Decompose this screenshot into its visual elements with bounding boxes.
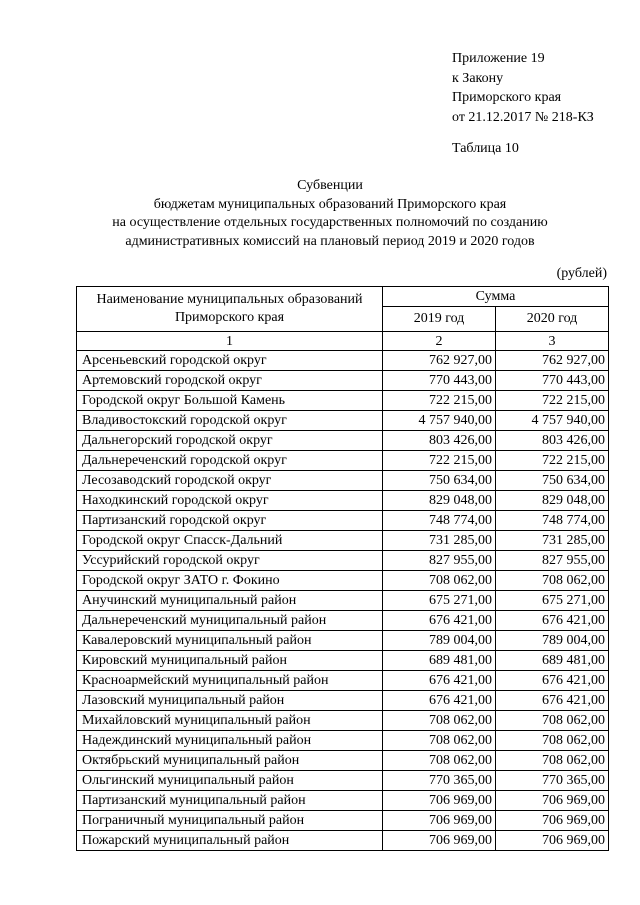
amount-2020: 770 443,00 (496, 371, 609, 391)
amount-2019: 827 955,00 (383, 551, 496, 571)
amount-2020: 4 757 940,00 (496, 411, 609, 431)
amount-2020: 762 927,00 (496, 351, 609, 371)
amount-2020: 708 062,00 (496, 751, 609, 771)
amount-2019: 770 365,00 (383, 771, 496, 791)
municipality-name: Владивостокский городской округ (77, 411, 383, 431)
amount-2020: 750 634,00 (496, 471, 609, 491)
municipality-name: Кировский муниципальный район (77, 651, 383, 671)
appendix-line: Приморского края (452, 90, 562, 105)
column-index: 1 (77, 332, 383, 351)
title-line: на осуществление отдельных государственных полномочий по созданию (112, 215, 548, 230)
column-header-sum: Сумма (383, 287, 609, 307)
table-row (77, 451, 609, 471)
amount-2020: 722 215,00 (496, 451, 609, 471)
amount-2020: 722 215,00 (496, 391, 609, 411)
amount-2019: 829 048,00 (383, 491, 496, 511)
municipality-name: Дальнегорский городской округ (77, 431, 383, 451)
municipality-name: Дальнереченский муниципальный район (77, 611, 383, 631)
amount-2020: 706 969,00 (496, 811, 609, 831)
appendix-line: от 21.12.2017 № 218-КЗ (452, 109, 594, 125)
municipality-name: Пограничный муниципальный район (77, 811, 383, 831)
table-row (77, 571, 609, 591)
amount-2020: 689 481,00 (496, 651, 609, 671)
amount-2019: 689 481,00 (383, 651, 496, 671)
municipality-name: Артемовский городской округ (77, 371, 383, 391)
title-line: бюджетам муниципальных образований Приморского края (153, 196, 507, 212)
amount-2019: 750 634,00 (383, 471, 496, 491)
amount-2020: 708 062,00 (496, 711, 609, 731)
municipality-name: Михайловский муниципальный район (77, 711, 383, 731)
table-row (77, 591, 609, 611)
table-row (77, 351, 609, 371)
amount-2019: 708 062,00 (383, 571, 496, 591)
column-header-2020: 2020 год (496, 307, 609, 332)
table-row (77, 371, 609, 391)
table-row (77, 491, 609, 511)
amount-2019: 708 062,00 (383, 731, 496, 751)
municipality-name: Надеждинский муниципальный район (77, 731, 383, 751)
amount-2019: 708 062,00 (383, 711, 496, 731)
units-label: (рублей) (556, 266, 607, 281)
table-row (77, 771, 609, 791)
municipality-name: Красноармейский муниципальный район (77, 671, 383, 691)
municipality-name: Городской округ Спасск-Дальний (77, 531, 383, 551)
municipality-name: Уссурийский городской округ (77, 551, 383, 571)
amount-2019: 803 426,00 (383, 431, 496, 451)
amount-2020: 748 774,00 (496, 511, 609, 531)
table-row (77, 791, 609, 811)
table-number: Таблица 10 (452, 141, 519, 156)
amount-2019: 676 421,00 (383, 671, 496, 691)
table-row (77, 671, 609, 691)
municipality-name: Лазовский муниципальный район (77, 691, 383, 711)
amount-2020: 706 969,00 (496, 791, 609, 811)
table-row (77, 391, 609, 411)
appendix-line: к Закону (452, 70, 504, 86)
appendix-block (452, 49, 594, 127)
table-row (77, 811, 609, 831)
amount-2019: 706 969,00 (383, 791, 496, 811)
municipality-name: Партизанский муниципальный район (77, 791, 383, 811)
table-row (77, 611, 609, 631)
table-row (77, 631, 609, 651)
amount-2020: 706 969,00 (496, 831, 609, 851)
column-index: 3 (496, 332, 609, 351)
amount-2019: 722 215,00 (383, 451, 496, 471)
amount-2019: 708 062,00 (383, 751, 496, 771)
amount-2019: 706 969,00 (383, 811, 496, 831)
municipality-name: Городской округ Большой Камень (77, 391, 383, 411)
amount-2020: 676 421,00 (496, 611, 609, 631)
table-row (77, 831, 609, 851)
amount-2019: 706 969,00 (383, 831, 496, 851)
amount-2020: 829 048,00 (496, 491, 609, 511)
table-row (77, 651, 609, 671)
table-row (77, 731, 609, 751)
amount-2019: 676 421,00 (383, 691, 496, 711)
municipality-name: Городской округ ЗАТО г. Фокино (77, 571, 383, 591)
table-row (77, 511, 609, 531)
amount-2019: 789 004,00 (383, 631, 496, 651)
municipality-name: Лесозаводский городской округ (77, 471, 383, 491)
municipality-name: Дальнереченский городской округ (77, 451, 383, 471)
amount-2019: 770 443,00 (383, 371, 496, 391)
table-row (77, 551, 609, 571)
municipality-name: Анучинский муниципальный район (77, 591, 383, 611)
amount-2019: 731 285,00 (383, 531, 496, 551)
table-row (77, 411, 609, 431)
title-line: Субвенции (297, 178, 363, 193)
municipality-name: Находкинский городской округ (77, 491, 383, 511)
municipality-name: Ольгинский муниципальный район (77, 771, 383, 791)
column-header-name (77, 287, 383, 332)
table-row (77, 431, 609, 451)
amount-2020: 675 271,00 (496, 591, 609, 611)
municipality-name: Кавалеровский муниципальный район (77, 631, 383, 651)
amount-2019: 4 757 940,00 (383, 411, 496, 431)
title-line: административных комиссий на плановый период 2019 и 2020 годов (125, 233, 535, 249)
amount-2020: 770 365,00 (496, 771, 609, 791)
municipality-name: Арсеньевский городской округ (77, 351, 383, 371)
amount-2020: 827 955,00 (496, 551, 609, 571)
table-row (77, 691, 609, 711)
appendix-line: Приложение 19 (452, 51, 545, 66)
document-title (0, 177, 640, 251)
amount-2019: 762 927,00 (383, 351, 496, 371)
amount-2019: 722 215,00 (383, 391, 496, 411)
table-row (77, 471, 609, 491)
table-row (77, 751, 609, 771)
table-row (77, 531, 609, 551)
subventions-table (76, 286, 609, 851)
amount-2020: 708 062,00 (496, 731, 609, 751)
amount-2020: 803 426,00 (496, 431, 609, 451)
municipality-name: Пожарский муниципальный район (77, 831, 383, 851)
column-index: 2 (383, 332, 496, 351)
table-body (77, 351, 609, 851)
column-header-2019: 2019 год (383, 307, 496, 332)
column-header-name-line: Наименование муниципальных образований (96, 292, 363, 307)
amount-2020: 708 062,00 (496, 571, 609, 591)
municipality-name: Октябрьский муниципальный район (77, 751, 383, 771)
amount-2020: 789 004,00 (496, 631, 609, 651)
amount-2019: 676 421,00 (383, 611, 496, 631)
amount-2019: 748 774,00 (383, 511, 496, 531)
amount-2020: 676 421,00 (496, 691, 609, 711)
municipality-name: Партизанский городской округ (77, 511, 383, 531)
table-row (77, 711, 609, 731)
amount-2020: 731 285,00 (496, 531, 609, 551)
amount-2020: 676 421,00 (496, 671, 609, 691)
column-header-name-line: Приморского края (174, 310, 285, 325)
amount-2019: 675 271,00 (383, 591, 496, 611)
